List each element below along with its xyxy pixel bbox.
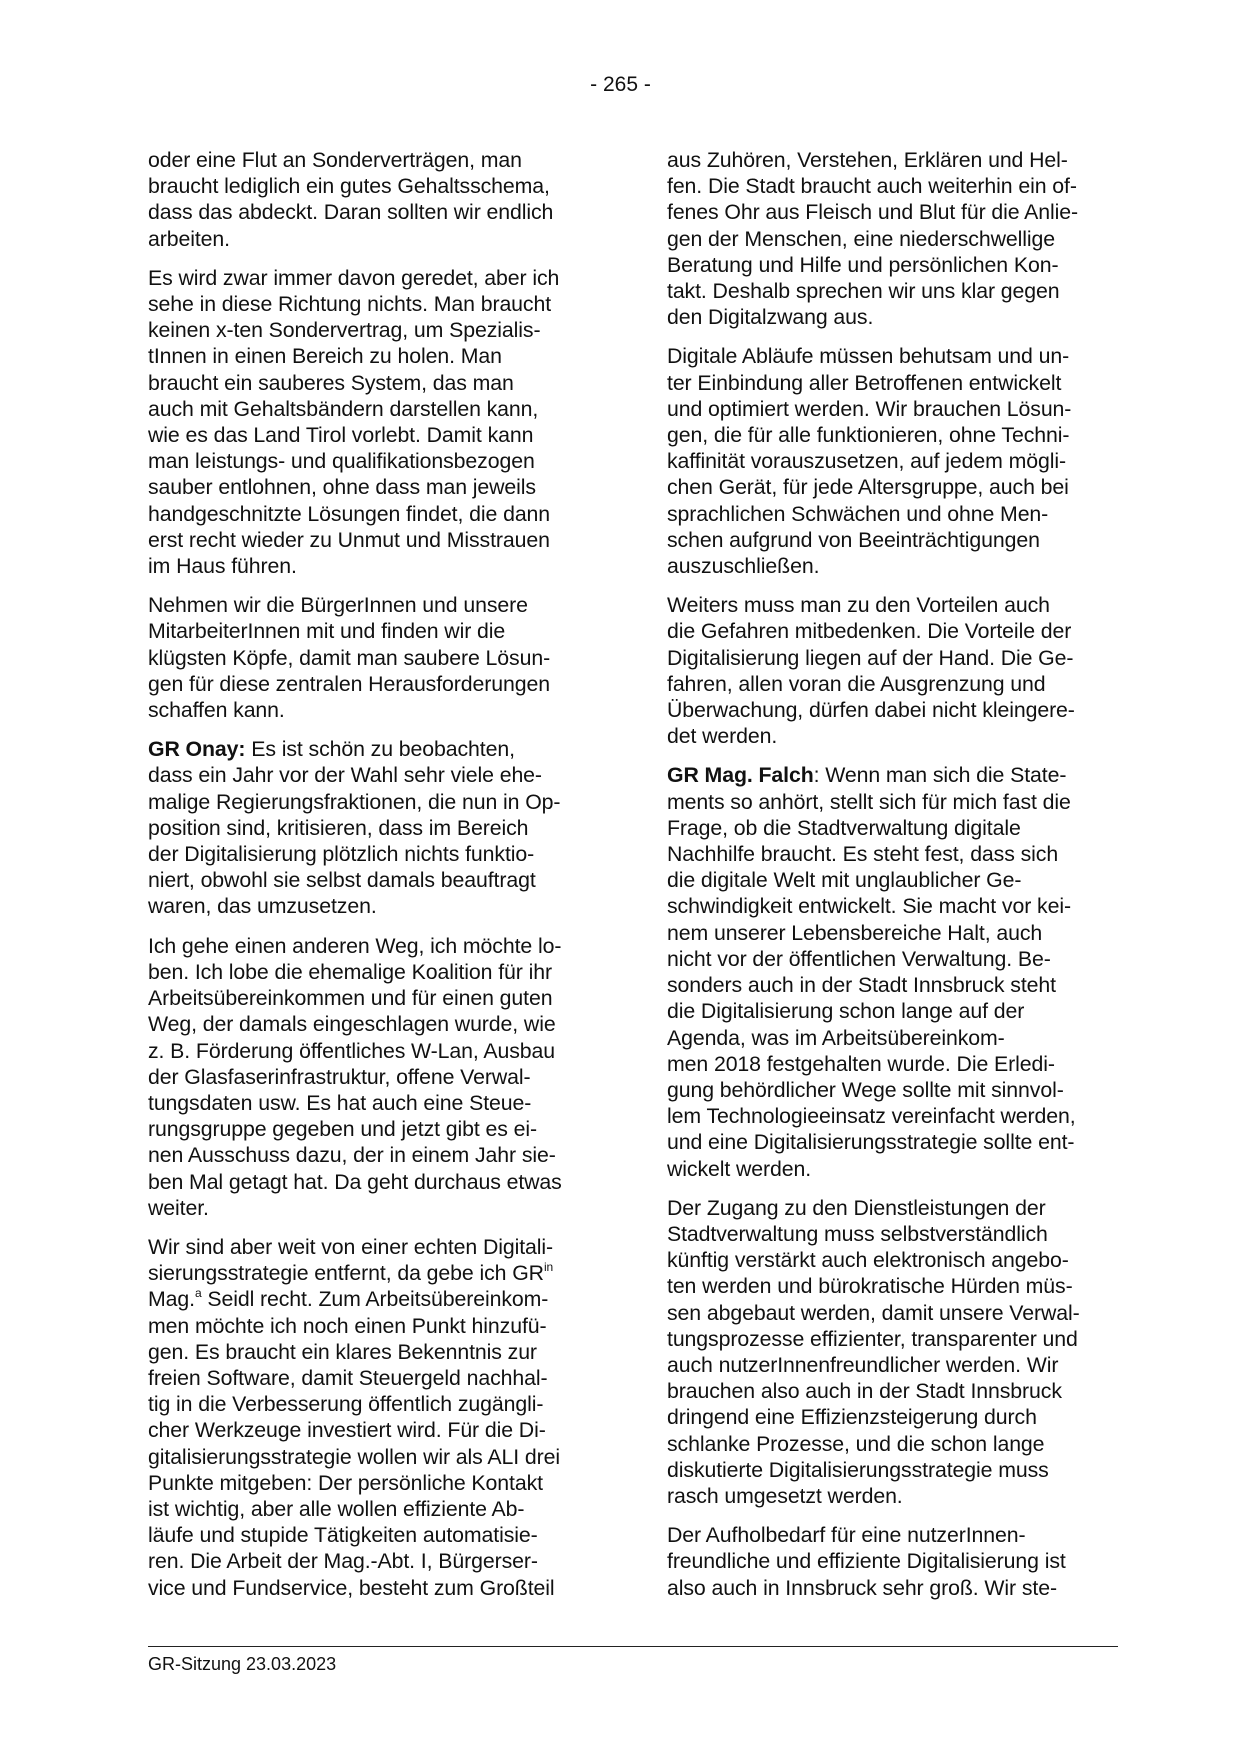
paragraph: Nehmen wir die BürgerInnen und unsere MitarbeiterInnen mit und finden wir die klügsten Köpfe, damit man saubere Lösun- gen für diese zentralen Herausforderungen schaffen kann. (148, 593, 551, 723)
paragraph: Weiters muss man zu den Vorteilen auch die Gefahren mitbedenken. Die Vorteile der Digitalisierung liegen auf der Hand. Die Ge- fahren, allen voran die Ausgrenzung und Überwachung, dürfen dabei nicht kleingere- det werden. (667, 593, 1075, 749)
paragraph: Der Aufholbedarf für eine nutzerInnen- freundliche und effiziente Digitalisierung ist also auch in Innsbruck sehr groß. Wir ste- (667, 1523, 1066, 1600)
paragraph: oder eine Flut an Sonderverträgen, man braucht lediglich ein gutes Gehaltsschema, dass das abdeckt. Daran sollten wir endlich arbeiten. (148, 148, 554, 251)
right-column (667, 147, 1132, 1614)
page-number: - 265 - (590, 73, 651, 96)
paragraph (148, 1234, 613, 1601)
footer-session-date: GR-Sitzung 23.03.2023 (148, 1654, 337, 1674)
superscript: a (194, 1286, 202, 1301)
speaker-name: GR Mag. Falch (667, 763, 814, 788)
paragraph-text: Seidl recht. Zum Arbeitsübereinkom- men möchte ich noch einen Punkt hinzufü- gen. Es braucht ein klares Bekenntnis zur freien Software, damit Steuergeld nachhal- tig in die Verbesserung öffentlich zugängli- cher Werkzeuge investiert wird. Für die Di- gitalisierungsstrategie wollen wir als ALI drei Punkte mitgeben: Der persönliche Kontakt ist wichtig, aber alle wollen effiziente Ab- läufe und stupide Tätigkeiten automatisie- ren. Die Arbeit der Mag.-Abt. I, Bürgerser- vice und Fundservice, besteht zum Großteil (148, 1287, 560, 1600)
paragraph: Der Zugang zu den Dienstleistungen der Stadtverwaltung muss selbstverständlich künftig verstärkt auch elektronisch angebo- ten werden und bürokratische Hürden müs- sen abgebaut werden, damit unsere Verwal- tungsprozesse effizienter, transparenter und auch nutzerInnenfreundlicher werden. Wir brauchen also auch in der Stadt Innsbruck dringend eine Effizienzsteigerung durch schlanke Prozesse, und die schon lange diskutierte Digitalisierungsstrategie muss rasch umgesetzt werden. (667, 1195, 1080, 1508)
speaker-name: GR Onay: (148, 737, 246, 762)
speech-text: Es ist schön zu beobachten, dass ein Jahr vor der Wahl sehr viele ehe- malige Regierungsfraktionen, die nun in Op- position sind, kritisieren, dass im Bereich der Digitalisierung plötzlich nichts funktio- niert, obwohl sie selbst damals beauftragt waren, das umzusetzen. (148, 737, 561, 919)
speech-text: : Wenn man sich die State- ments so anhört, stellt sich für mich fast die Frage, ob die Stadtverwaltung digitale Nachhilfe braucht. Es steht fest, dass sich die digitale Welt mit unglaublicher Ge- schwindigkeit entwickelt. Sie macht vor kei- nem unserer Lebensbereiche Halt, auch nicht vor der öffentlichen Verwaltung. Be- sonders auch in der Stadt Innsbruck steht die Digitalisierung schon lange auf der Agenda, was im Arbeitsübereinkom- men 2018 festgehalten wurde. Die Erledi- gung behördlicher Wege sollte mit sinnvol- lem Technologieeinsatz vereinfacht werden, und eine Digitalisierungsstrategie sollte ent- wickelt werden. (667, 763, 1076, 1181)
speech-paragraph (667, 762, 1132, 1181)
footer-divider (148, 1646, 1118, 1647)
paragraph: Es wird zwar immer davon geredet, aber ich sehe in diese Richtung nichts. Man braucht keinen x-ten Sondervertrag, um Spezialis- tInnen in einen Bereich zu holen. Man braucht ein sauberes System, das man auch mit Gehaltsbändern darstellen kann, wie es das Land Tirol vorlebt. Damit kann man leistungs- und qualifikationsbezogen sauber entlohnen, ohne dass man jeweils handgeschnitzte Lösungen findet, die dann erst recht wieder zu Unmut und Misstrauen im Haus führen. (148, 265, 560, 579)
paragraph-text: Wir sind aber weit von einer echten Digitali- sierungsstrategie entfernt, da gebe ich GR (148, 1234, 554, 1286)
speech-paragraph (148, 736, 613, 919)
left-column (148, 147, 613, 1614)
paragraph: aus Zuhören, Verstehen, Erklären und Hel- fen. Die Stadt braucht auch weiterhin ein of- fenes Ohr aus Fleisch und Blut für die Anlie- gen der Menschen, eine niederschwellige Beratung und Hilfe und persönlichen Kon- takt. Deshalb sprechen wir uns klar gegen den Digitalzwang aus. (667, 148, 1079, 330)
paragraph: Ich gehe einen anderen Weg, ich möchte lo- ben. Ich lobe die ehemalige Koalition für ihr Arbeitsübereinkommen und für einen guten Weg, der damals eingeschlagen wurde, wie z. B. Förderung öffentliches W-Lan, Ausbau der Glasfaserinfrastruktur, offene Verwal- tungsdaten usw. Es hat auch eine Steue- rungsgruppe gegeben und jetzt gibt es ei- nen Ausschuss dazu, der in einem Jahr sie- ben Mal getagt hat. Da geht durchaus etwas weiter. (148, 933, 562, 1220)
paragraph: Digitale Abläufe müssen behutsam und un- ter Einbindung aller Betroffenen entwickelt und optimiert werden. Wir brauchen Lösun- gen, die für alle funktionieren, ohne Techni- kaffinität vorauszusetzen, auf jedem mögli- chen Gerät, für jede Altersgruppe, auch bei sprachlichen Schwächen und ohne Men- schen aufgrund von Beeinträchtigungen auszuschließen. (667, 344, 1072, 579)
superscript: in (543, 1260, 554, 1275)
paragraph-text: Mag. (148, 1287, 195, 1312)
